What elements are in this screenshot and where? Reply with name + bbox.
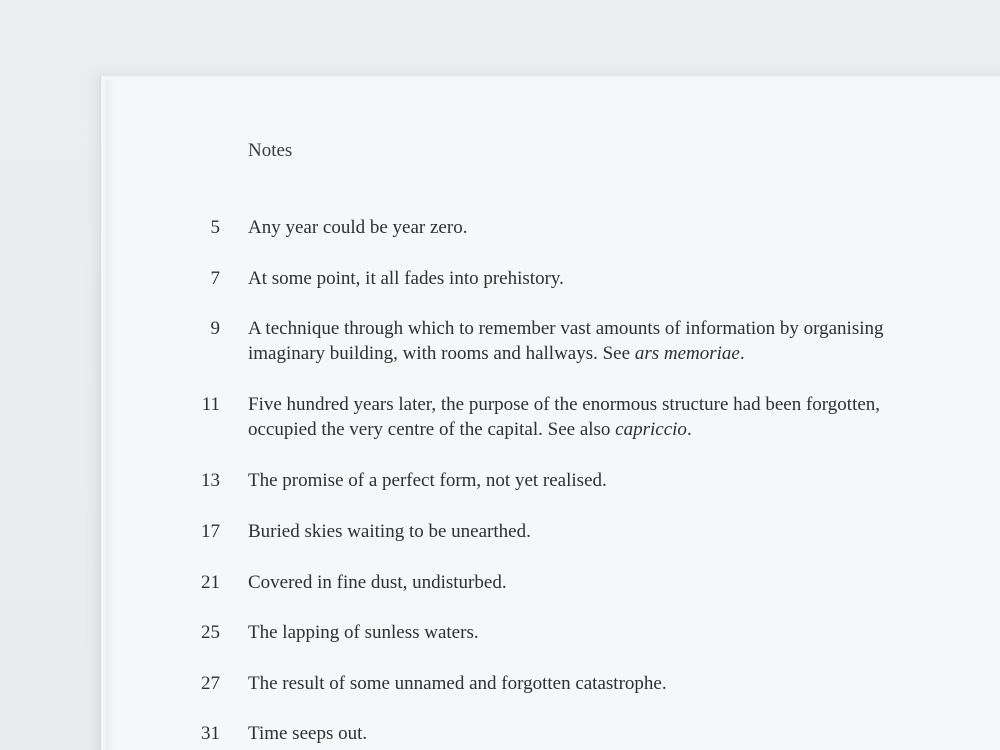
note-reference: ars memoriae (634, 343, 740, 364)
note-text (248, 316, 884, 366)
note-line (248, 417, 880, 442)
note-number: 21 (201, 572, 220, 593)
note-text (248, 266, 564, 291)
note-text (248, 392, 880, 442)
note-number: 31 (201, 723, 220, 744)
note-reference: capriccio (615, 419, 687, 440)
note-line: Five hundred years later, the purpose of the enormous structure had been forgotten, (248, 394, 881, 415)
note-text (248, 519, 531, 544)
note-line: Any year could be year zero. (248, 217, 468, 238)
note-number: 11 (201, 394, 220, 415)
note-line: Covered in fine dust, undisturbed. (248, 572, 507, 593)
note-text (248, 620, 479, 645)
note-line: Time seeps out. (248, 723, 368, 744)
note-line-part: occupied the very centre of the capital. See also (248, 419, 616, 440)
note-number: 17 (201, 521, 220, 542)
note-line: Buried skies waiting to be unearthed. (248, 521, 531, 542)
note-line-part: . (686, 419, 692, 440)
note-line: At some point, it all fades into prehistory. (248, 268, 564, 289)
note-number: 9 (210, 318, 220, 339)
note-text (248, 671, 667, 696)
note-line: The promise of a perfect form, not yet realised. (248, 470, 607, 491)
page-title: Notes (248, 140, 293, 161)
note-number: 25 (201, 622, 220, 643)
note-text (248, 570, 507, 595)
note-text (248, 468, 607, 493)
note-line (248, 341, 884, 366)
note-number: 7 (210, 268, 220, 289)
note-text (248, 215, 467, 240)
note-line: A technique through which to remember vast amounts of information by organising (248, 318, 884, 339)
note-line: The result of some unnamed and forgotten catastrophe. (248, 673, 667, 694)
note-line: The lapping of sunless waters. (248, 622, 479, 643)
note-number: 13 (201, 470, 220, 491)
note-number: 5 (210, 217, 220, 238)
note-text (248, 721, 367, 746)
note-line-part: . (739, 343, 745, 364)
note-line-part: imaginary building, with rooms and hallways. See (248, 343, 635, 364)
note-number: 27 (201, 673, 220, 694)
